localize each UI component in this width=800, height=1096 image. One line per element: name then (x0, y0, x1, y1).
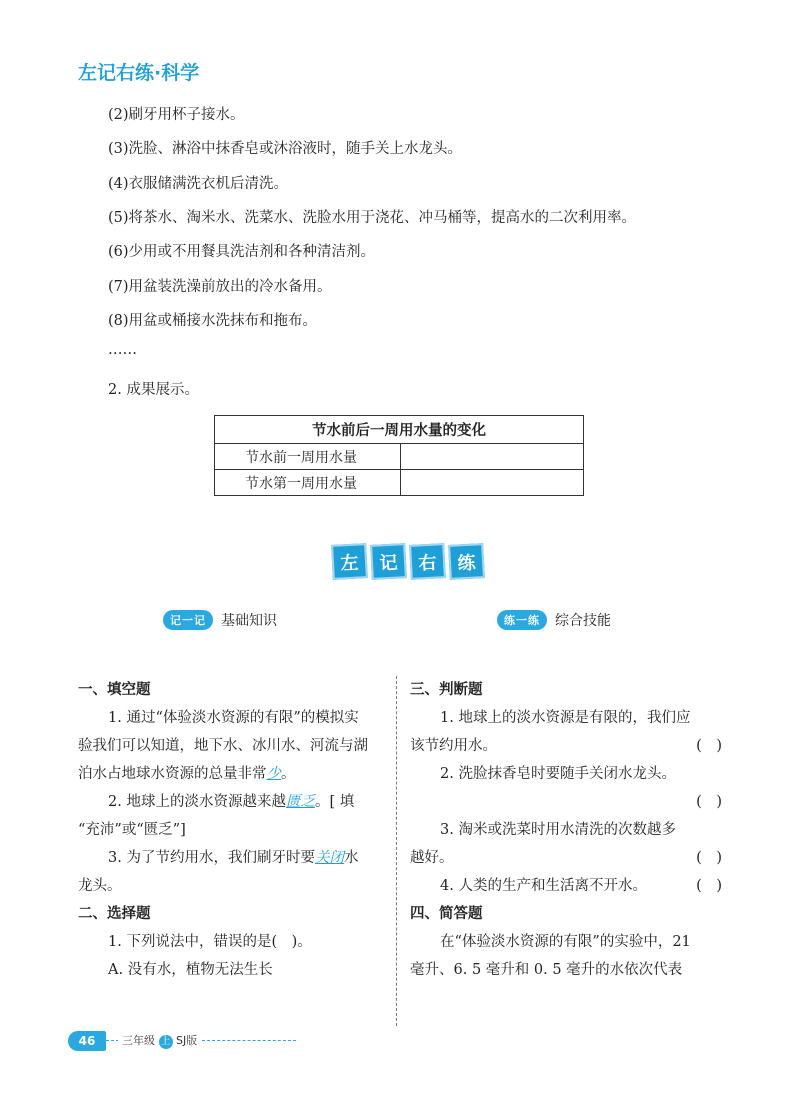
question-line (78, 844, 390, 872)
banner-tile: 记 (370, 543, 407, 580)
question-text: 泊水占地球水资源的总量非常 (78, 766, 267, 782)
question-line: 1. 地球上的淡水资源是有限的，我们应 (440, 710, 691, 726)
question-line: 龙头。 (78, 878, 122, 894)
pill-label: 综合技能 (555, 613, 611, 629)
question-text: 3. 为了节约用水，我们刷牙时要 (108, 850, 315, 866)
subject-title: 科学 (161, 62, 200, 84)
choice-heading: 二、选择题 (78, 906, 151, 922)
question-line (410, 788, 722, 816)
right-column (410, 676, 722, 984)
question-text: 。 (281, 766, 296, 782)
list-item: (6)少用或不用餐具洗洁剂和各种清洁剂。 (108, 244, 376, 260)
question-line: 验我们可以知道，地下水、冰川水、河流与湖 (78, 738, 368, 754)
header-separator: · (154, 62, 162, 84)
table-value-cell[interactable] (401, 470, 584, 496)
edition-label: SJ版 (176, 1034, 198, 1047)
answer-text: 匮乏 (285, 794, 315, 810)
question-line (410, 872, 722, 900)
answer-bracket[interactable]: ( ) (696, 878, 722, 894)
basic-knowledge-label (163, 610, 277, 630)
question-line: 在“体验淡水资源的有限”的实验中，21 (440, 934, 691, 950)
question-text: 水 (343, 850, 359, 866)
answer-bracket[interactable]: ( ) (696, 738, 722, 754)
ellipsis: …… (108, 342, 137, 358)
water-usage-table (214, 415, 584, 496)
question-line: 1. 通过“体验淡水资源的有限”的模拟实 (108, 710, 359, 726)
section-banner (332, 544, 484, 579)
question-line (78, 760, 390, 788)
grade-label: 三年级 (122, 1034, 155, 1047)
left-column (78, 676, 390, 984)
answer-text: 少 (266, 766, 281, 782)
bubble-badge: 记一记 (163, 610, 213, 630)
question-line (410, 732, 722, 760)
table-title: 节水前后一周用水量的变化 (215, 416, 584, 444)
judge-heading: 三、判断题 (410, 682, 483, 698)
banner-tile: 左 (331, 543, 368, 580)
table-row-label: 节水第一周用水量 (215, 470, 401, 496)
question-text: 越好。 (410, 850, 454, 866)
table-value-cell[interactable] (401, 444, 584, 470)
pill-label: 基础知识 (221, 613, 277, 629)
skills-label (497, 610, 611, 630)
question-line (78, 788, 390, 816)
column-divider (396, 676, 397, 1026)
question-text: 。[ 填 (314, 794, 355, 810)
bubble-badge: 练一练 (497, 610, 547, 630)
brand-title: 左记右练 (78, 62, 155, 84)
table-row (215, 470, 584, 496)
book-header (78, 58, 199, 85)
question-text: 该节约用水。 (410, 738, 497, 754)
fill-blank-heading: 一、填空题 (78, 682, 151, 698)
list-item: (7)用盆装洗澡前放出的冷水备用。 (108, 279, 332, 295)
list-item: (2)刷牙用杯子接水。 (108, 107, 245, 123)
list-item: (4)衣服储满洗衣机后清洗。 (108, 176, 289, 192)
question-line: 毫升、6. 5 毫升和 0. 5 毫升的水依次代表 (410, 962, 683, 978)
banner-tile: 练 (448, 543, 485, 580)
answer-text: 关闭 (314, 850, 344, 866)
question-line (410, 844, 722, 872)
list-item: (8)用盆或桶接水洗抹布和拖布。 (108, 313, 318, 329)
question-line: 2. 洗脸抹香皂时要随手关闭水龙头。 (440, 766, 676, 782)
page-number: 46 (68, 1031, 106, 1051)
option-line: A. 没有水，植物无法生长 (108, 962, 273, 978)
answer-bracket[interactable]: ( ) (696, 850, 722, 866)
answer-bracket[interactable]: ( ) (696, 794, 722, 810)
question-text: 4. 人类的生产和生活离不开水。 (440, 878, 647, 894)
table-row (215, 444, 584, 470)
list-item: (5)将茶水、淘米水、洗菜水、洗脸水用于浇花、冲马桶等，提高水的二次利用率。 (108, 210, 637, 226)
banner-tile: 右 (409, 543, 446, 580)
list-item: (3)洗脸、淋浴中抹香皂或沐浴液时，随手关上水龙头。 (108, 141, 463, 157)
table-row-label: 节水前一周用水量 (215, 444, 401, 470)
question-line: “充沛”或“匮乏”] (78, 822, 186, 838)
footer-edition (118, 1032, 201, 1049)
term-badge: 上 (160, 1036, 171, 1047)
short-answer-heading: 四、简答题 (410, 906, 483, 922)
section-heading: 2. 成果展示。 (108, 382, 199, 398)
question-text: 2. 地球上的淡水资源越来越 (108, 794, 286, 810)
question-line: 3. 淘米或洗菜时用水清洗的次数越多 (440, 822, 676, 838)
question-line: 1. 下列说法中，错误的是( )。 (108, 934, 312, 950)
